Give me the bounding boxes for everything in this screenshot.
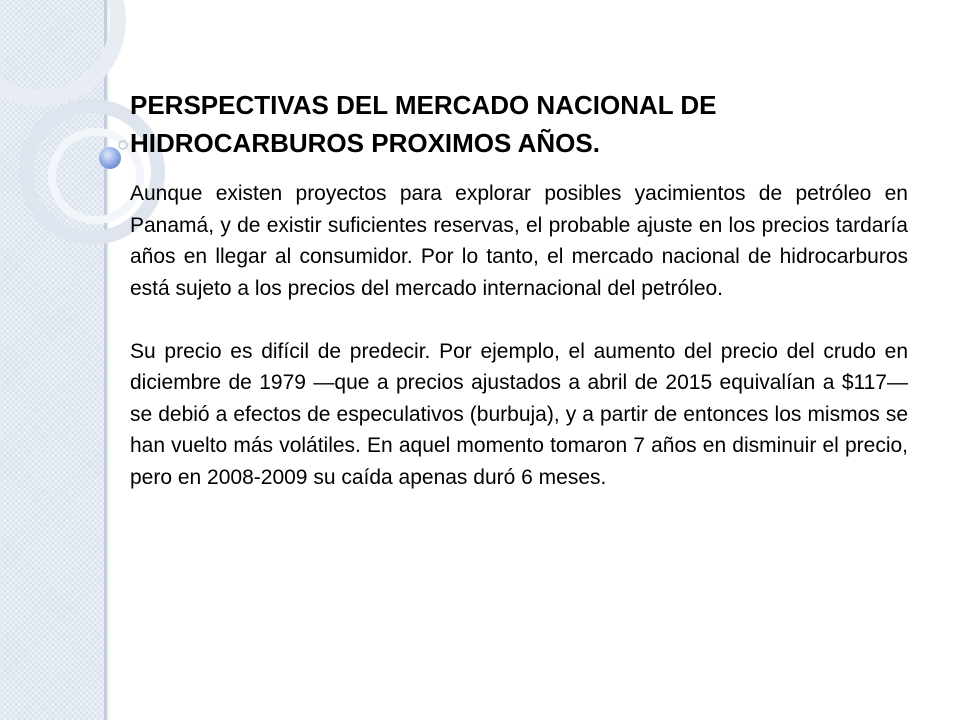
content-area — [130, 86, 908, 493]
slide-title-line-2: HIDROCARBUROS PROXIMOS AÑOS. — [130, 128, 600, 158]
body-paragraph-2: Su precio es difícil de predecir. Por ejemplo, el aumento del precio del crudo en diciembre de 1979 —que a precios ajustados a abril de 2015 equivalían a $117— se debió a efectos de especulativos (burbuja), y a partir de entonces los mismos se han vuelto más volátiles. En aquel momento tomaron 7 años en disminuir el precio, pero en 2008-2009 su caída apenas duró 6 meses. — [130, 339, 908, 489]
slide-title-line-1: PERSPECTIVAS DEL MERCADO NACIONAL DE — [130, 90, 717, 120]
slide-title — [130, 86, 908, 162]
decorative-ring-outer — [0, 0, 118, 98]
decorative-dot — [99, 147, 121, 169]
body-paragraph-1: Aunque existen proyectos para explorar posibles yacimientos de petróleo en Panamá, y de existir suficientes reservas, el probable ajuste en los precios tardaría años en llegar al consumidor. Por lo tanto, el mercado nacional de hidrocarburos está sujeto a los precios del mercado internacional del petróleo. — [130, 182, 908, 300]
